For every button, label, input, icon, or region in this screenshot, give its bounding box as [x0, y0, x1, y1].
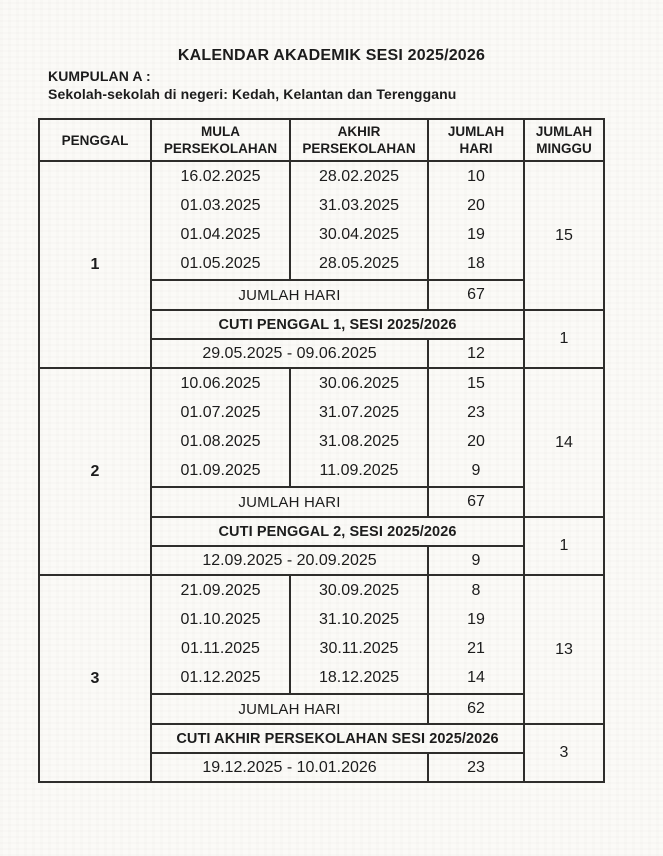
- day-count: 19: [467, 226, 485, 244]
- group-intro: [48, 68, 663, 103]
- term3-akhir-dates-cell: [290, 575, 428, 694]
- term3-minggu-total: 13: [524, 575, 604, 724]
- group-description: Sekolah-sekolah di negeri: Kedah, Kelantan dan Terengganu: [48, 85, 457, 102]
- term1-akhir-dates-cell: [290, 161, 428, 280]
- date-value: 01.05.2025: [180, 255, 261, 273]
- day-count: 23: [467, 403, 485, 421]
- date-value: 30.06.2025: [318, 374, 400, 392]
- day-count: 20: [467, 433, 485, 451]
- term3-cuti-hari: 23: [428, 753, 524, 782]
- term2-cuti-minggu: 1: [524, 517, 604, 575]
- date-value: 31.03.2025: [318, 196, 400, 214]
- term3-penggal-number: 3: [39, 575, 151, 782]
- jumlah-hari-label: JUMLAH HARI: [151, 280, 428, 310]
- term1-cuti-hari: 12: [428, 339, 524, 368]
- jumlah-hari-label: JUMLAH HARI: [151, 694, 428, 724]
- day-count: 14: [467, 669, 485, 687]
- col-header-penggal: PENGGAL: [39, 119, 151, 161]
- date-value: 01.10.2025: [180, 610, 261, 628]
- term3-cuti-minggu: 3: [524, 724, 604, 782]
- term1-dates-row: [39, 161, 604, 280]
- date-value: 01.09.2025: [180, 462, 261, 480]
- term3-mula-dates-cell: [151, 575, 290, 694]
- header-row: [39, 119, 604, 161]
- col-header-mula-persekolahan: MULA PERSEKOLAHAN: [151, 119, 290, 161]
- jumlah-hari-label: JUMLAH HARI: [151, 487, 428, 517]
- term2-cuti-range: 12.09.2025 - 20.09.2025: [151, 546, 428, 575]
- term2-cuti-title: CUTI PENGGAL 2, SESI 2025/2026: [151, 517, 524, 546]
- term2-penggal-number: 2: [39, 368, 151, 575]
- term1-cuti-title: CUTI PENGGAL 1, SESI 2025/2026: [151, 310, 524, 339]
- term1-hari-counts-cell: [428, 161, 524, 280]
- date-value: 21.09.2025: [180, 581, 261, 599]
- term2-dates-row: [39, 368, 604, 487]
- term3-hari-counts-cell: [428, 575, 524, 694]
- term1-cuti-minggu: 1: [524, 310, 604, 368]
- term3-jumlah-hari-total: 62: [428, 694, 524, 724]
- day-count: 21: [467, 640, 485, 658]
- term1-penggal-number: 1: [39, 161, 151, 368]
- date-value: 01.03.2025: [180, 196, 261, 214]
- date-value: 18.12.2025: [318, 669, 400, 687]
- date-value: 01.12.2025: [180, 669, 261, 687]
- term2-akhir-dates-cell: [290, 368, 428, 487]
- date-value: 28.02.2025: [318, 167, 400, 185]
- date-value: 31.07.2025: [318, 403, 400, 421]
- term1-cuti-range: 29.05.2025 - 09.06.2025: [151, 339, 428, 368]
- term2-cuti-hari: 9: [428, 546, 524, 575]
- date-value: 01.08.2025: [180, 433, 261, 451]
- group-label: KUMPULAN A :: [48, 68, 151, 84]
- date-value: 28.05.2025: [318, 255, 400, 273]
- day-count: 9: [471, 462, 481, 480]
- date-value: 31.10.2025: [318, 610, 400, 628]
- day-count: 10: [467, 167, 485, 185]
- date-value: 01.04.2025: [180, 226, 261, 244]
- date-value: 31.08.2025: [318, 433, 400, 451]
- term3-cuti-range: 19.12.2025 - 10.01.2026: [151, 753, 428, 782]
- day-count: 18: [467, 255, 485, 273]
- day-count: 20: [467, 196, 485, 214]
- date-value: 30.04.2025: [318, 226, 400, 244]
- term2-jumlah-hari-total: 67: [428, 487, 524, 517]
- term1-mula-dates-cell: [151, 161, 290, 280]
- day-count: 15: [467, 374, 485, 392]
- col-header-jumlah-minggu: JUMLAH MINGGU: [524, 119, 604, 161]
- date-value: 16.02.2025: [180, 167, 261, 185]
- term1-minggu-total: 15: [524, 161, 604, 310]
- date-value: 30.11.2025: [319, 640, 399, 658]
- day-count: 8: [471, 581, 481, 599]
- date-value: 11.09.2025: [319, 462, 399, 480]
- col-header-jumlah-hari: JUMLAH HARI: [428, 119, 524, 161]
- date-value: 01.07.2025: [180, 403, 261, 421]
- term2-mula-dates-cell: [151, 368, 290, 487]
- date-value: 30.09.2025: [318, 581, 400, 599]
- page-title: KALENDAR AKADEMIK SESI 2025/2026: [177, 47, 486, 64]
- date-value: 01.11.2025: [181, 640, 260, 658]
- day-count: 19: [467, 610, 485, 628]
- term2-minggu-total: 14: [524, 368, 604, 517]
- term3-cuti-title: CUTI AKHIR PERSEKOLAHAN SESI 2025/2026: [151, 724, 524, 753]
- date-value: 10.06.2025: [180, 374, 261, 392]
- term3-dates-row: [39, 575, 604, 694]
- term1-jumlah-hari-total: 67: [428, 280, 524, 310]
- academic-calendar-table: [38, 118, 605, 783]
- term2-hari-counts-cell: [428, 368, 524, 487]
- col-header-akhir-persekolahan: AKHIR PERSEKOLAHAN: [290, 119, 428, 161]
